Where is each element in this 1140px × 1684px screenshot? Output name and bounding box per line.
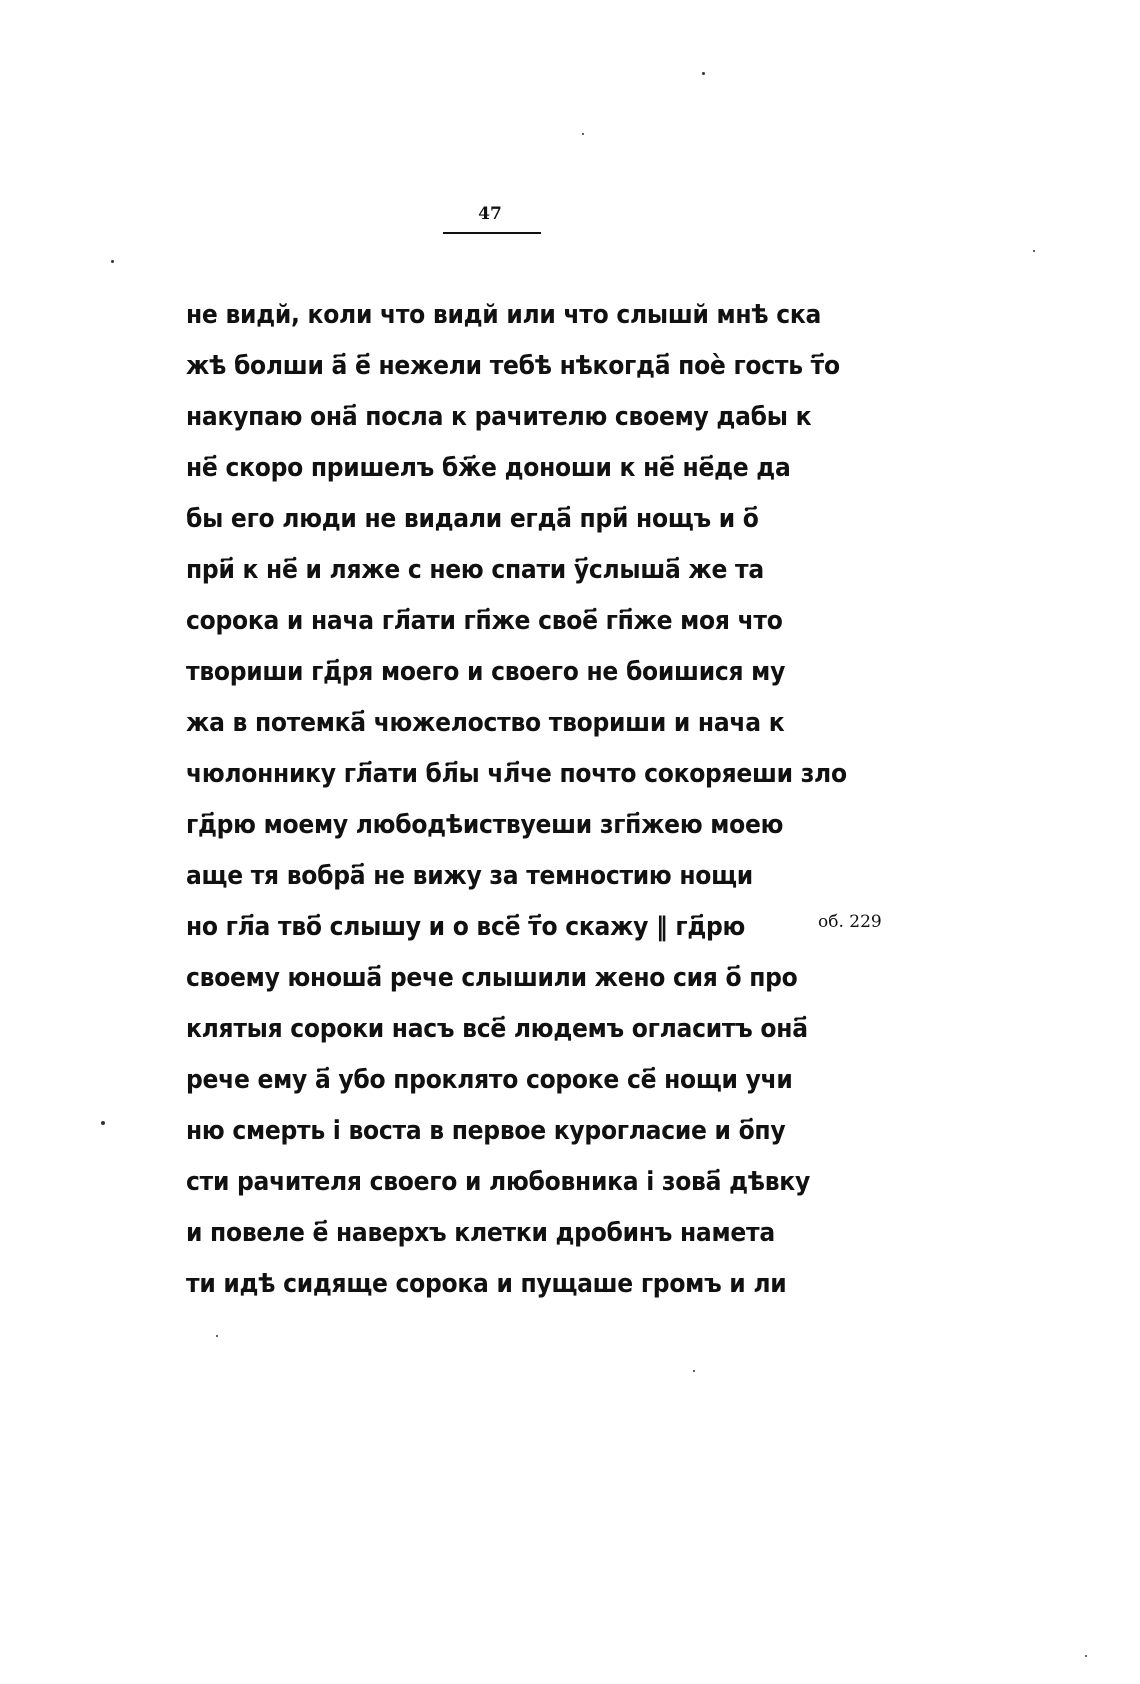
page-number: 47	[478, 204, 502, 224]
scan-speck	[693, 1370, 695, 1372]
text-line: чюлоннику гл҃ати бл҃ы чл҃че почто сокоряеши зло	[186, 759, 847, 789]
text-line: гд҃рю моему любодѣиствуеши згп҃жею моею	[186, 810, 784, 840]
text-line: своему юноша҃ рече слышили жено сия о҃ про	[186, 963, 798, 993]
text-line: не видй, коли что видй или что слышй мнѣ ска	[186, 300, 822, 330]
text-line: рече ему а҃ убо проклято сороке се҃ нощи учи	[186, 1065, 793, 1095]
scan-speck	[101, 1121, 105, 1125]
text-line: при҃ к не҃ и ляже с нею спати у҃слыша҃ же та	[186, 555, 764, 585]
text-line: ти идѣ сидяще сорока и пущаше громъ и ли	[186, 1269, 787, 1299]
text-block	[186, 290, 847, 1310]
text-line: не҃ скоро пришелъ бж҃е доноши к не҃ не҃де да	[186, 453, 791, 483]
text-line: жѣ болши а҃ е҃ нежели тебѣ нѣкогда҃ поѐ гость т҃о	[186, 351, 840, 381]
scan-speck	[111, 260, 114, 263]
text-line: твориши гд҃ря моего и своего не боишися му	[186, 657, 786, 687]
text-line: сорока и нача гл҃ати гп҃же свое҃ гп҃же моя что	[186, 606, 783, 636]
text-line: аще тя вобра҃ не вижу за темностию нощи	[186, 861, 753, 891]
scan-speck	[216, 1335, 218, 1337]
header-rule	[443, 232, 541, 234]
text-line: и повеле е҃ наверхъ клетки дробинъ намета	[186, 1218, 775, 1248]
text-line: ню смерть і воста в первое курогласие и о҃пу	[186, 1116, 786, 1146]
text-line: жа в потемка҃ чюжелоство твориши и нача к	[186, 708, 785, 738]
text-line: но гл҃а тво҃ слышу и о все҃ т҃о скажу ‖ гд҃рю	[186, 912, 746, 942]
text-line: клятыя сороки насъ все҃ людемъ огласитъ она҃	[186, 1014, 808, 1044]
margin-note: об. 229	[818, 912, 882, 932]
text-line: бы его люди не видали егда҃ при҃ нощъ и о҃	[186, 504, 759, 534]
scan-speck	[582, 133, 584, 135]
text-line: накупаю она҃ посла к рачителю своему дабы к	[186, 402, 812, 432]
scan-speck	[702, 72, 705, 75]
scan-speck	[1085, 1655, 1087, 1657]
scan-speck	[1033, 250, 1035, 252]
text-line: сти рачителя своего и любовника і зова҃ дѣвку	[186, 1167, 810, 1197]
